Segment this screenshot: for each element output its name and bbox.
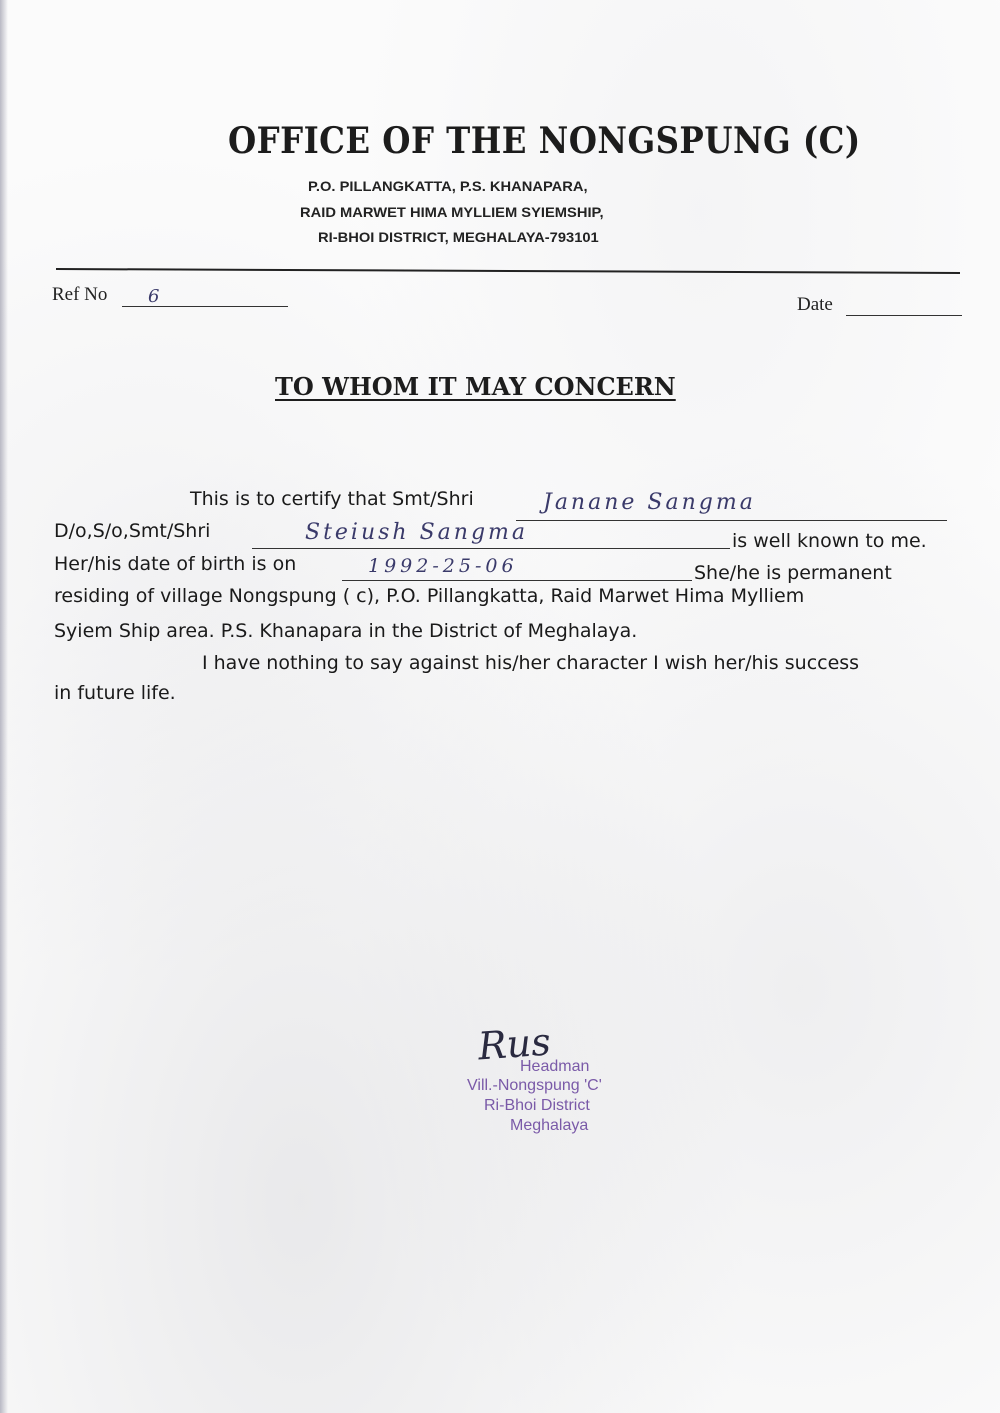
stamp-line-1: Headman: [520, 1058, 590, 1075]
address-line-1: P.O. PILLANGKATTA, P.S. KHANAPARA,: [308, 178, 588, 194]
address-line-2: RAID MARWET HIMA MYLLIEM SYIEMSHIP,: [300, 204, 604, 220]
residence-text: residing of village Nongspung ( c), P.O. Pillangkatta, Raid Marwet Hima Mylliem: [54, 585, 805, 607]
character-text: I have nothing to say against his/her character I wish her/his success: [202, 652, 860, 674]
name-value: Janane Sangma: [543, 490, 756, 515]
headman-signature: Rus: [476, 1019, 553, 1069]
page-edge-shadow: [0, 0, 8, 1413]
permanent-text: She/he is permanent: [694, 562, 892, 584]
ref-blank-line: [122, 306, 288, 307]
known-text: is well known to me.: [732, 530, 927, 552]
stamp-line-3: Ri-Bhoi District: [484, 1097, 590, 1114]
dob-blank-line: [342, 580, 692, 581]
dob-text: Her/his date of birth is on: [54, 553, 297, 575]
certify-text: This is to certify that Smt/Shri: [190, 488, 474, 510]
relation-text: D/o,S/o,Smt/Shri: [54, 520, 211, 542]
name-blank-line: [516, 520, 947, 521]
date-blank-line: [846, 315, 962, 316]
stamp-line-4: Meghalaya: [510, 1117, 589, 1134]
address-line-3: RI-BHOI DISTRICT, MEGHALAYA-793101: [318, 229, 599, 245]
date-label: Date: [797, 294, 833, 315]
parent-value: Steiush Sangma: [305, 520, 529, 545]
stamp-line-2: Vill.-Nongspung 'C': [467, 1077, 602, 1094]
closing-text: in future life.: [54, 682, 176, 704]
certificate-heading: TO WHOM IT MAY CONCERN: [275, 372, 676, 401]
dob-value: 1992-25-06: [368, 555, 518, 577]
parent-blank-line: [252, 548, 730, 549]
district-text: Syiem Ship area. P.S. Khanapara in the District of Meghalaya.: [54, 620, 638, 642]
ref-label: Ref No: [52, 284, 108, 305]
ref-value: 6: [148, 286, 160, 307]
office-title: OFFICE OF THE NONGSPUNG (C): [228, 120, 861, 162]
